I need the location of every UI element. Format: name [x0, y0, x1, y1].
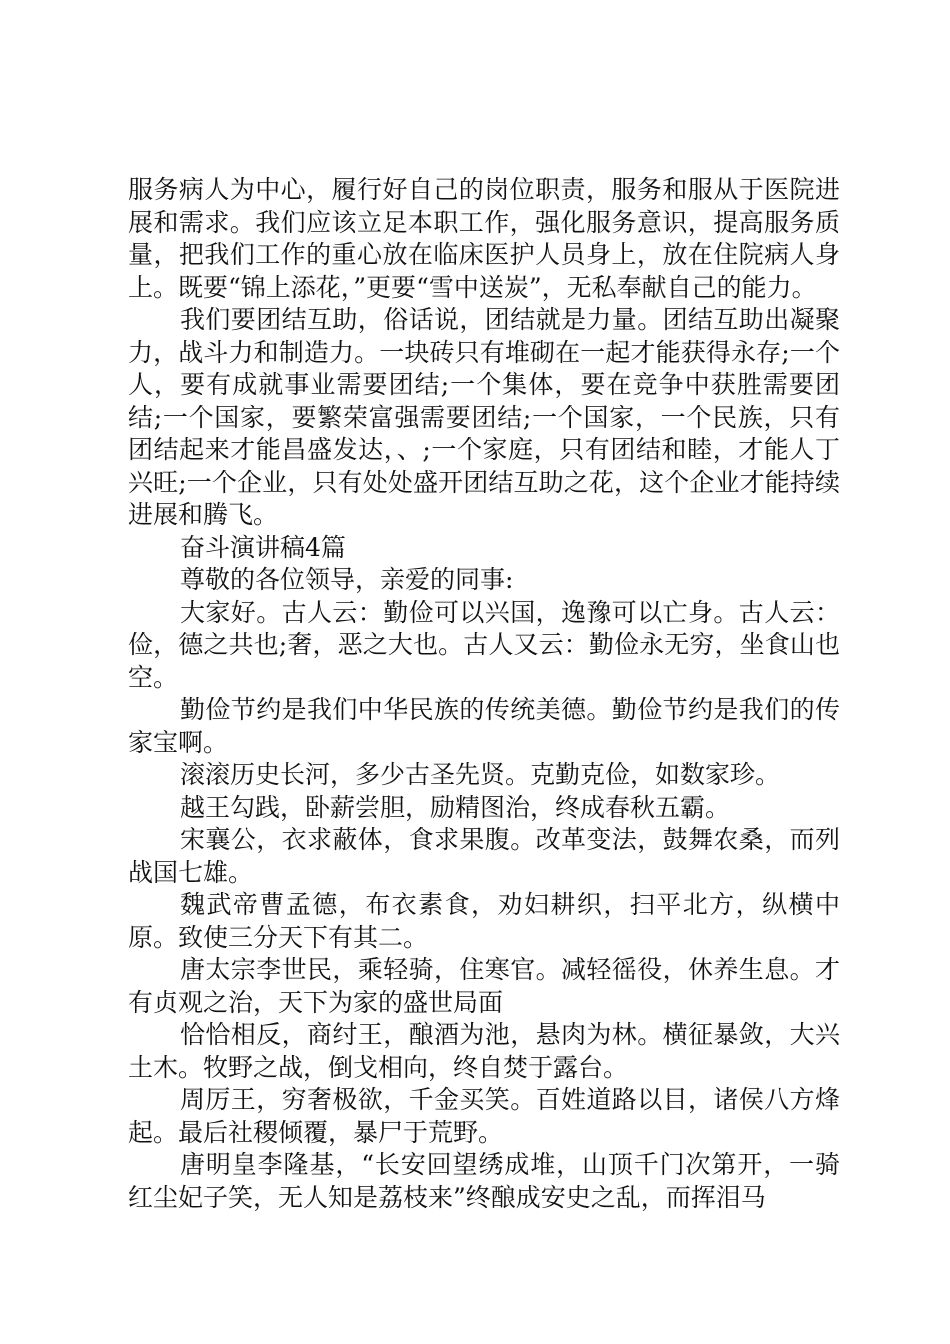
paragraph: 滚滚历史长河，多少古圣先贤。克勤克俭，如数家珍。 — [180, 760, 781, 789]
section-heading: 奋斗演讲稿4篇 — [180, 532, 346, 562]
salutation: 尊敬的各位领导，亲爱的同事: — [180, 565, 514, 594]
paragraph: 魏武帝曹孟德，布衣素食，劝妇耕织，扫平北方，纵横中原。致使三分天下有其二。 — [128, 890, 840, 952]
paragraph: 唐太宗李世民，乘轻骑，住寒官。减轻徭役，休养生息。才有贞观之治，天下为家的盛世局面 — [128, 955, 840, 1017]
paragraph: 勤俭节约是我们中华民族的传统美德。勤俭节约是我们的传家宝啊。 — [128, 695, 840, 757]
document-body — [128, 174, 840, 1214]
paragraph: 周厉王，穷奢极欲，千金买笑。百姓道路以目，诸侯八方烽起。最后社稷倾覆，暴尸于荒野。 — [128, 1085, 840, 1147]
paragraph: 我们要团结互助，俗话说，团结就是力量。团结互助出凝聚力，战斗力和制造力。一块砖只有堆砌在一起才能获得永存;一个人，要有成就事业需要团结;一个集体，要在竞争中获胜需要团结;一个国家，要繁荣富强需要团结;一个国家，一个民族，只有团结起来才能昌盛发达，、;一个家庭，只有团结和睦，才能人丁兴旺;一个企业，只有处处盛开团结互助之花，这个企业才能持续进展和腾飞。 — [128, 305, 840, 529]
paragraph: 唐明皇李隆基，“长安回望绣成堆，山顶千门次第开，一骑红尘妃子笑，无人知是荔枝来”终酿成安史之乱，而挥泪马 — [128, 1150, 840, 1212]
paragraph: 大家好。古人云：勤俭可以兴国，逸豫可以亡身。古人云：俭，德之共也;奢，恶之大也。古人又云：勤俭永无穷，坐食山也空。 — [128, 597, 840, 692]
paragraph: 恰恰相反，商纣王，酿酒为池，悬肉为林。横征暴敛，大兴土木。牧野之战，倒戈相向，终自焚于露台。 — [128, 1020, 840, 1082]
paragraph: 越王勾践，卧薪尝胆，励精图治，终成春秋五霸。 — [180, 792, 731, 822]
paragraph: 服务病人为中心，履行好自己的岗位职责，服务和服从于医院进展和需求。我们应该立足本职工作，强化服务意识，提高服务质量，把我们工作的重心放在临床医护人员身上，放在住院病人身上。既要“锦上添花，”更要“雪中送炭”，无私奉献自己的能力。 — [128, 175, 840, 302]
paragraph: 宋襄公，衣求蔽体，食求果腹。改革变法，鼓舞农桑，而列战国七雄。 — [128, 825, 840, 887]
